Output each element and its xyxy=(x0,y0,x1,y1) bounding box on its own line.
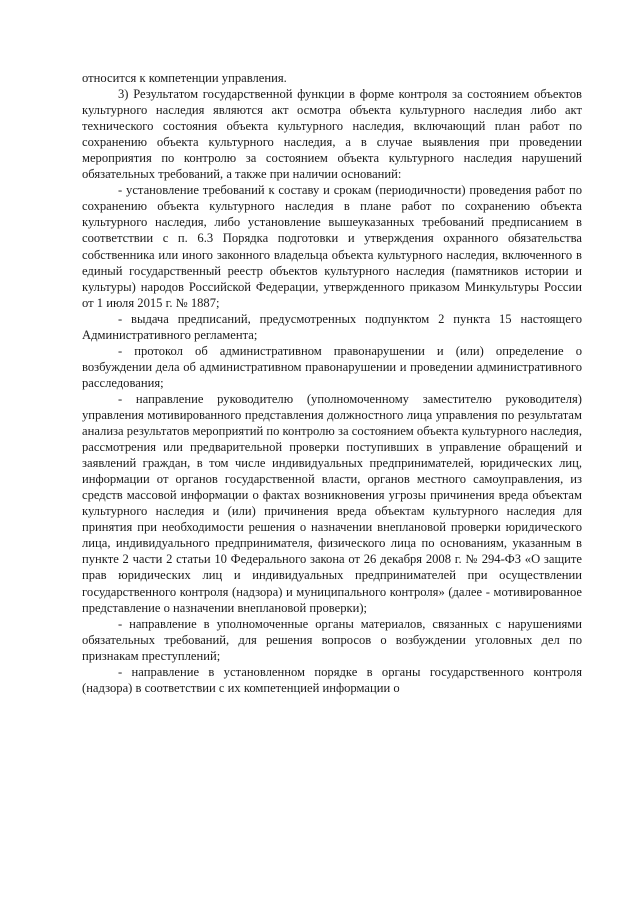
list-item-protocol: - протокол об административном правонарушении и (или) определение о возбуждении дела об административном правонарушении и проведении административного расследования; xyxy=(82,343,582,390)
list-item-materials-to-authorities: - направление в уполномоченные органы материалов, связанных с нарушениями обязательных требований, для решения вопросов о возбуждении уголовных дел по признакам преступлений; xyxy=(82,616,582,663)
paragraph-result-of-function: 3) Результатом государственной функции в форме контроля за состоянием объектов культурного наследия являются акт осмотра объекта культурного наследия либо акт технического состояния объекта культурного наследия, включающий план работ по сохранению объекта культурного наследия, а в случае выявления при проведении мероприятия по контролю за состоянием объекта культурного наследия нарушений обязательных требований, а также при наличии оснований: xyxy=(82,87,582,182)
paragraph-continuation: относится к компетенции управления. xyxy=(82,71,287,85)
list-item-motivated-representation: - направление руководителю (уполномоченному заместителю руководителя) управления мотивированного представления должностного лица управления по результатам анализа результатов мероприятий по контролю за состоянием объекта культурного наследия, рассмотрения или предварительной проверки поступивших в управление обращений и заявлений граждан, в том числе индивидуальных предпринимателей, юридических лиц, информации от органов государственной власти, органов местного самоуправления, из средств массовой информации о фактах возникновения угрозы причинения вреда объектам культурного наследия и (или) причинения вреда объектам культурного наследия для принятия при необходимости решения о назначении внеплановой проверки юридического лица, индивидуального предпринимателя, физического лица по основаниям, указанным в пункте 2 части 2 статьи 10 Федерального закона от 26 декабря 2008 г. № 294-ФЗ «О защите прав юридических лиц и индивидуальных предпринимателей при осуществлении государственного контроля (надзора) и муниципального контроля» (далее - мотивированное представление о назначении внеплановой проверки); xyxy=(82,391,582,615)
list-item-information-to-control-bodies: - направление в установленном порядке в органы государственного контроля (надзора) в соответствии с их компетенцией информации о xyxy=(82,664,582,695)
list-item-prescriptions: - выдача предписаний, предусмотренных подпунктом 2 пункта 15 настоящего Административного регламента; xyxy=(82,311,582,342)
document-page xyxy=(82,70,582,696)
list-item-requirements: - установление требований к составу и срокам (периодичности) проведения работ по сохранению объекта культурного наследия в плане работ по сохранению объекта культурного наследия, либо установление вышеуказанных требований предписанием в соответствии с п. 6.3 Порядка подготовки и утверждения охранного обязательства собственника или иного законного владельца объекта культурного наследия, включенного в единый государственный реестр объектов культурного наследия (памятников истории и культуры) народов Российской Федерации, утвержденного приказом Минкультуры России от 1 июля 2015 г. № 1887; xyxy=(82,183,582,310)
